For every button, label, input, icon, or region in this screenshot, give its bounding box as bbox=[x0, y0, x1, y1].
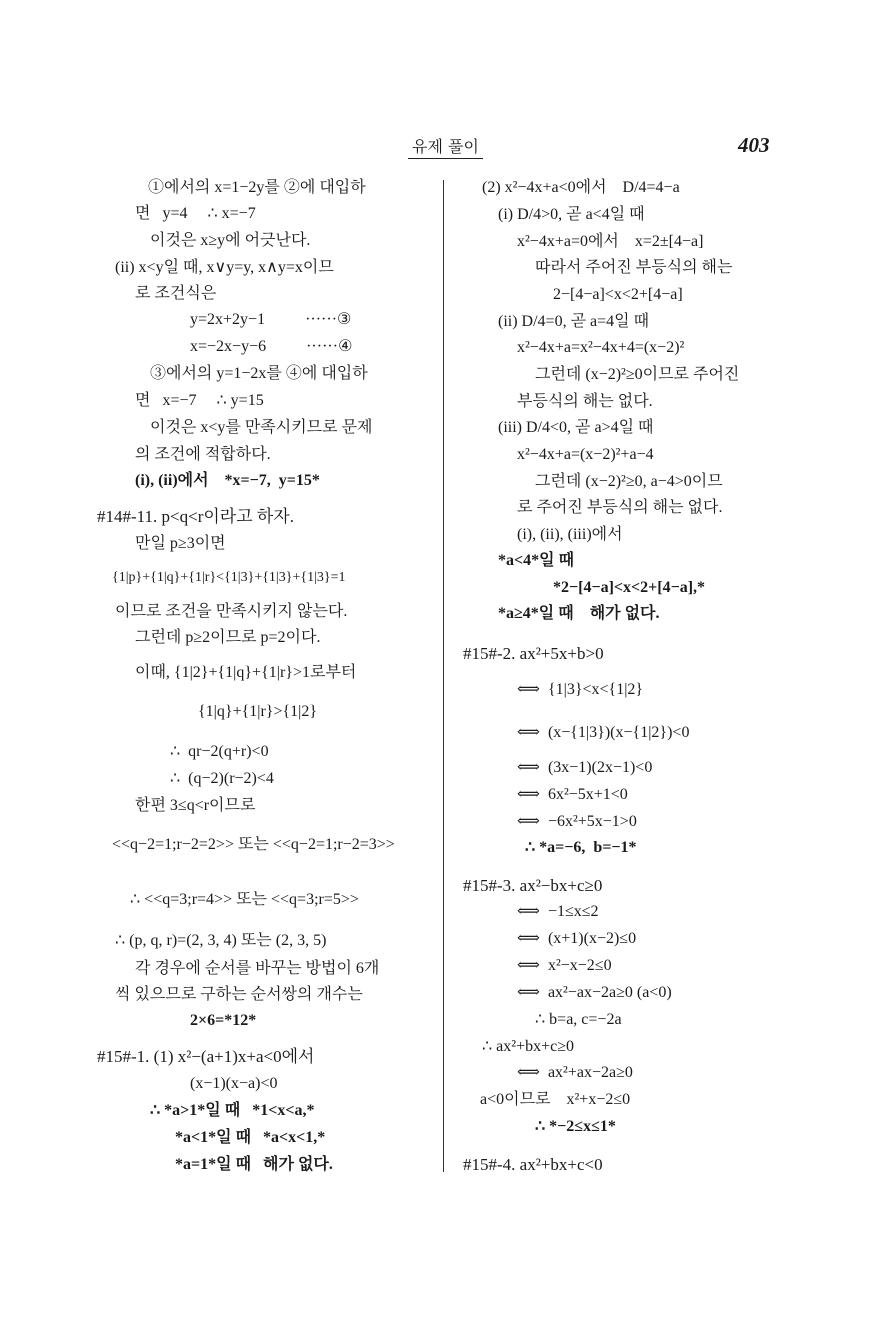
right-column-text-line: ∴ b=a, c=−2a bbox=[535, 1011, 622, 1028]
left-column-text-line: 그런데 p≥2이므로 p=2이다. bbox=[135, 629, 321, 646]
left-column-text-line: ①에서의 x=1−2y를 ②에 대입하 bbox=[148, 179, 366, 196]
left-column-text-line: x=−2x−y−6 ······④ bbox=[190, 338, 353, 355]
right-column-text-line: 2−[4−a]<x<2+[4−a] bbox=[553, 286, 683, 303]
right-column-text-line: x²−4x+a=(x−2)²+a−4 bbox=[517, 446, 654, 463]
right-column-text-line: ∴ *−2≤x≤1* bbox=[535, 1118, 616, 1135]
left-column-text-line: 이므로 조건을 만족시키지 않는다. bbox=[115, 603, 348, 620]
left-column-text-line: *a<1*일 때 *a<x<1,* bbox=[175, 1129, 326, 1146]
left-column-text-line: 이것은 x<y를 만족시키므로 문제 bbox=[150, 419, 373, 436]
right-column-text-line: ⟺ {1|3}<x<{1|2} bbox=[517, 681, 644, 698]
left-column-text-line: {1|q}+{1|r}>{1|2} bbox=[198, 703, 318, 720]
right-column-text-line: *a≥4*일 때 해가 없다. bbox=[498, 605, 660, 622]
right-column-text-line: 부등식의 해는 없다. bbox=[517, 393, 653, 410]
right-column-text-line: ⟺ −6x²+5x−1>0 bbox=[517, 813, 637, 830]
right-column-text-line: (i) D/4>0, 곧 a<4일 때 bbox=[498, 206, 645, 223]
right-column-text-line: (i), (ii), (iii)에서 bbox=[517, 526, 623, 543]
right-column-text-line: ∴ ax²+bx+c≥0 bbox=[482, 1038, 575, 1055]
left-column-text-line: (ii) x<y일 때, x∨y=y, x∧y=x이므 bbox=[115, 259, 334, 276]
right-column-text-line: (ii) D/4=0, 곧 a=4일 때 bbox=[498, 313, 650, 330]
right-column-text-line: *2−[4−a]<x<2+[4−a],* bbox=[553, 579, 706, 596]
left-column-text-line: *a=1*일 때 해가 없다. bbox=[175, 1156, 333, 1173]
right-column-text-line: (iii) D/4<0, 곧 a>4일 때 bbox=[498, 419, 654, 436]
left-column-text-line: 한편 3≤q<r이므로 bbox=[135, 797, 256, 814]
right-column-text-line: *a<4*일 때 bbox=[498, 552, 575, 569]
left-column-text-line: ③에서의 y=1−2x를 ④에 대입하 bbox=[150, 365, 368, 382]
right-column-text-line: #15#-4. ax²+bx+c<0 bbox=[463, 1155, 603, 1174]
right-column-text-line: #15#-2. ax²+5x+b>0 bbox=[463, 644, 604, 663]
right-column-text-line: 로 주어진 부등식의 해는 없다. bbox=[517, 499, 723, 516]
left-column-text-line: ∴ (p, q, r)=(2, 3, 4) 또는 (2, 3, 5) bbox=[115, 932, 327, 949]
right-column-text-line: ⟺ 6x²−5x+1<0 bbox=[517, 786, 628, 803]
right-column-text-line: ⟺ (x−{1|3})(x−{1|2})<0 bbox=[517, 724, 690, 741]
left-column-text-line: 만일 p≥3이면 bbox=[135, 535, 226, 552]
left-column-text-line: 이것은 x≥y에 어긋난다. bbox=[150, 232, 311, 249]
left-column-text-line: 이때, {1|2}+{1|q}+{1|r}>1로부터 bbox=[135, 664, 357, 681]
section-title: 유제 풀이 bbox=[408, 134, 483, 159]
left-column-text-line: #15#-1. (1) x²−(a+1)x+a<0에서 bbox=[97, 1047, 315, 1066]
left-column-text-line: 면 x=−7 ∴ y=15 bbox=[135, 392, 264, 409]
left-column-text-line: 씩 있으므로 구하는 순서쌍의 개수는 bbox=[115, 986, 363, 1003]
right-column-text-line: ⟺ ax²−ax−2a≥0 (a<0) bbox=[517, 984, 672, 1001]
right-column-text-line: ⟺ ax²+ax−2a≥0 bbox=[517, 1064, 633, 1081]
left-column-text-line: (x−1)(x−a)<0 bbox=[190, 1075, 278, 1092]
left-column-text-line: 면 y=4 ∴ x=−7 bbox=[135, 205, 256, 222]
left-column-text-line: {1|p}+{1|q}+{1|r}<{1|3}+{1|3}+{1|3}=1 bbox=[112, 570, 346, 585]
right-column-text-line: ⟺ −1≤x≤2 bbox=[517, 903, 599, 920]
left-column-text-line: ∴ <<q=3;r=4>> 또는 <<q=3;r=5>> bbox=[130, 891, 359, 908]
right-column-text-line: x²−4x+a=0에서 x=2±[4−a] bbox=[517, 233, 704, 250]
left-column-text-line: 2×6=*12* bbox=[190, 1012, 257, 1029]
left-column-text-line: ∴ qr−2(q+r)<0 bbox=[170, 743, 269, 760]
right-column-text-line: #15#-3. ax²−bx+c≥0 bbox=[463, 876, 603, 895]
right-column-text-line: ⟺ (3x−1)(2x−1)<0 bbox=[517, 759, 653, 776]
left-column-text-line: 의 조건에 적합하다. bbox=[135, 446, 271, 463]
right-column-text-line: (2) x²−4x+a<0에서 D/4=4−a bbox=[482, 179, 680, 196]
left-column-text-line: <<q−2=1;r−2=2>> 또는 <<q−2=1;r−2=3>> bbox=[112, 836, 395, 853]
column-divider bbox=[443, 180, 444, 1172]
page-number: 403 bbox=[738, 133, 770, 157]
left-column-text-line: y=2x+2y−1 ······③ bbox=[190, 311, 352, 328]
left-column-text-line: ∴ (q−2)(r−2)<4 bbox=[170, 770, 274, 787]
left-column-text-line: ∴ *a>1*일 때 *1<x<a,* bbox=[150, 1102, 315, 1119]
left-column-text-line: 각 경우에 순서를 바꾸는 방법이 6개 bbox=[135, 960, 380, 977]
right-column-text-line: ⟺ (x+1)(x−2)≤0 bbox=[517, 930, 637, 947]
left-column-text-line: (i), (ii)에서 *x=−7, y=15* bbox=[135, 472, 320, 489]
right-column-text-line: x²−4x+a=x²−4x+4=(x−2)² bbox=[517, 339, 685, 356]
right-column-text-line: ∴ *a=−6, b=−1* bbox=[525, 839, 637, 856]
left-column-text-line: #14#-11. p<q<r이라고 하자. bbox=[97, 507, 294, 526]
right-column-text-line: a<0이므로 x²+x−2≤0 bbox=[480, 1091, 631, 1108]
right-column-text-line: 그런데 (x−2)²≥0, a−4>0이므 bbox=[535, 473, 723, 490]
right-column-text-line: ⟺ x²−x−2≤0 bbox=[517, 957, 612, 974]
right-column-text-line: 따라서 주어진 부등식의 해는 bbox=[535, 259, 733, 276]
right-column-text-line: 그런데 (x−2)²≥0이므로 주어진 bbox=[535, 366, 740, 383]
left-column-text-line: 로 조건식은 bbox=[135, 285, 217, 302]
